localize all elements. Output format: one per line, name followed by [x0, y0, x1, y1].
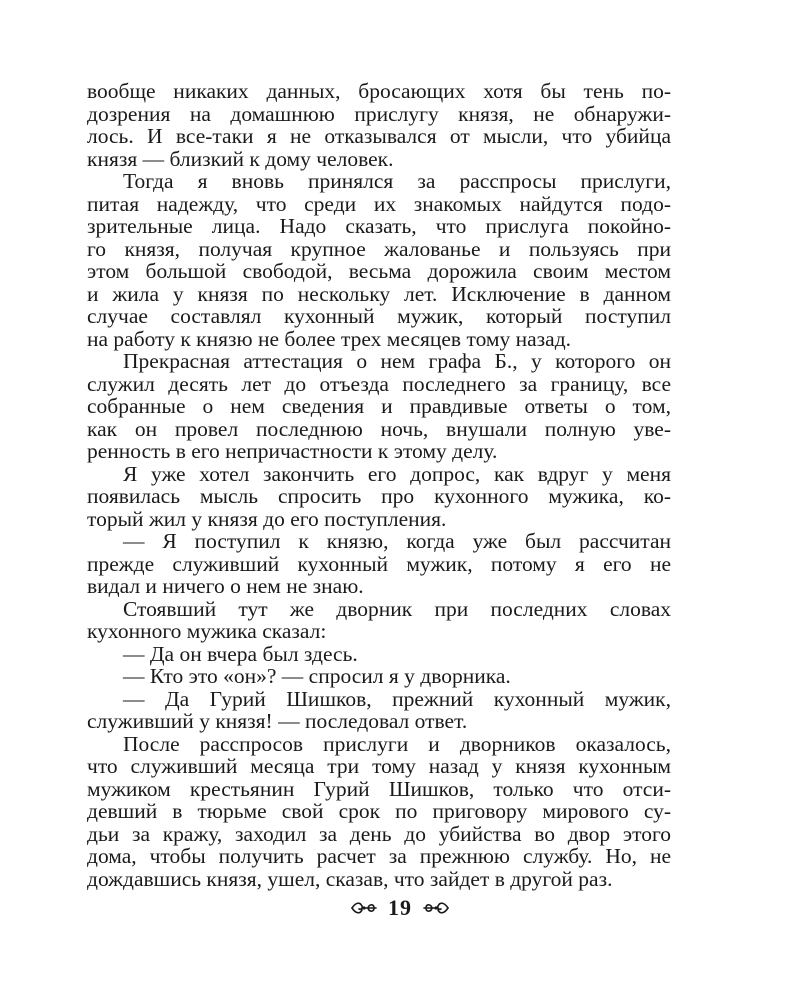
- text-line: Прекрасная аттестация о нем графа Б., у которого он: [123, 349, 671, 373]
- text-line: мужиком крестьянин Гурий Шишков, только что отси-: [87, 776, 671, 801]
- text-line: случае составлял кухонный мужик, который поступил: [87, 304, 671, 328]
- text-line: и жила у князя по нескольку лет. Исключение в данном: [87, 281, 671, 306]
- text-line: дождавшись князя, ушел, сказав, что зайдет в другой раз.: [87, 866, 613, 891]
- text-line: — Кто это «он»? — спросил я у дворника.: [123, 664, 511, 688]
- text-line: питая надежду, что среди их знакомых найдутся подо-: [87, 191, 671, 216]
- text-line: видал и ничего о нем не знаю.: [87, 574, 364, 598]
- page-number: 19: [388, 895, 412, 920]
- text-line: служил десять лет до отъезда последнего за границу, все: [87, 371, 671, 396]
- text-line: кухонного мужика сказал:: [87, 619, 327, 643]
- text-line: прежде служивший кухонный мужик, потому я его не: [87, 551, 671, 576]
- text-line: как он провел последнюю ночь, внушали полную уве-: [87, 416, 671, 441]
- text-line: — Да Гурий Шишков, прежний кухонный мужик,: [123, 686, 671, 711]
- text-line: дома, чтобы получить расчет за прежнюю службу. Но, не: [87, 844, 671, 868]
- fleuron-right-icon: [422, 900, 450, 916]
- text-line: го князя, получая крупное жалованье и пользуясь при: [87, 236, 671, 261]
- page-footer: [0, 895, 800, 921]
- text-line: служивший у князя! — последовал ответ.: [87, 709, 468, 733]
- text-line: Стоявший тут же дворник при последних словах: [123, 596, 671, 621]
- text-line: князя — близкий к дому человек.: [87, 146, 394, 171]
- text-line: После расспросов прислуги и дворников оказалось,: [123, 731, 671, 756]
- text-line: вообще никаких данных, бросающих хотя бы тень по-: [87, 79, 671, 103]
- text-line: этом большой свободой, весьма дорожила своим местом: [87, 259, 671, 283]
- text-line: собранные о нем сведения и правдивые ответы о том,: [87, 394, 671, 418]
- fleuron-left-icon: [350, 900, 378, 916]
- page-body: [87, 80, 671, 890]
- text-line: — Да он вчера был здесь.: [123, 641, 358, 666]
- text-line: дозрения на домашнюю прислугу князя, не обнаружи-: [87, 101, 671, 126]
- text-line: девший в тюрьме свой срок по приговору мирового су-: [87, 799, 671, 823]
- text-line: дьи за кражу, заходил за день до убийства во двор этого: [87, 821, 671, 846]
- text-line: на работу к князю не более трех месяцев тому назад.: [87, 326, 572, 351]
- text-line: лось. И все-таки я не отказывался от мысли, что убийца: [87, 124, 671, 148]
- text-line: зрительные лица. Надо сказать, что прислуга покойно-: [87, 214, 671, 238]
- text-line: — Я поступил к князю, когда уже был рассчитан: [123, 529, 671, 553]
- text-line: Я уже хотел закончить его допрос, как вдруг у меня: [123, 461, 671, 486]
- text-line: появилась мысль спросить про кухонного мужика, ко-: [87, 484, 671, 508]
- text-line: ренность в его непричастности к этому делу.: [87, 439, 498, 463]
- text-line: что служивший месяца три тому назад у князя кухонным: [87, 754, 671, 778]
- text-line: Тогда я вновь принялся за расспросы прислуги,: [123, 169, 671, 193]
- text-line: торый жил у князя до его поступления.: [87, 506, 447, 531]
